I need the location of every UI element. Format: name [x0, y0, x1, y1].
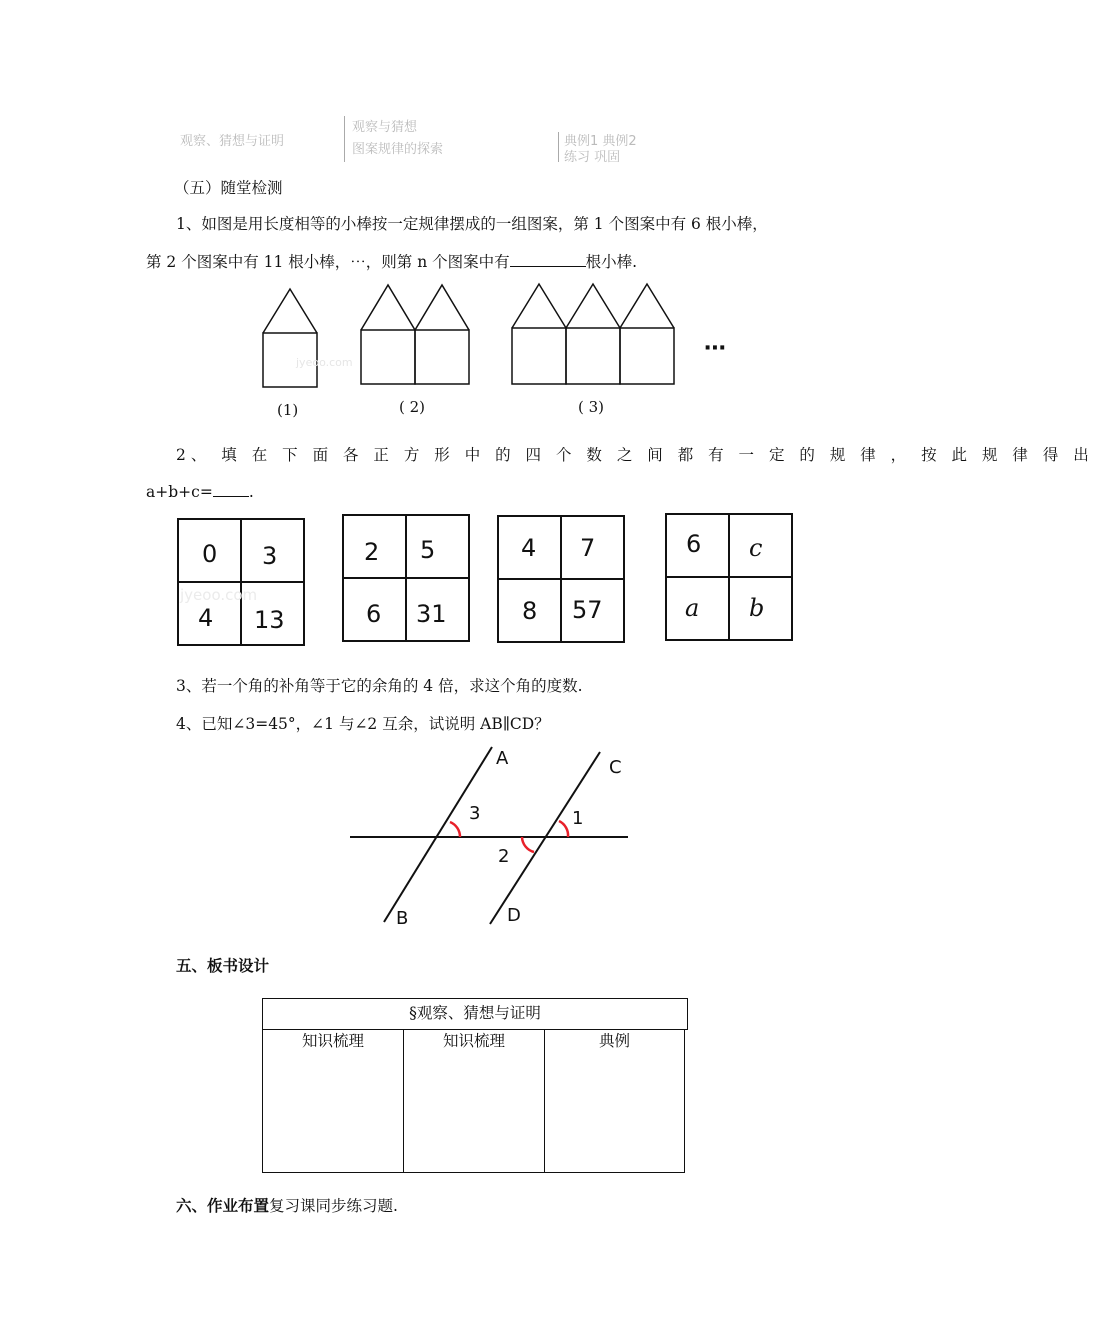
- house-3-body-c: [620, 328, 674, 384]
- board-col-3: [545, 1029, 684, 1172]
- q2-line2-post: .: [248, 483, 254, 501]
- board-table: [262, 998, 688, 1174]
- q2-line2-pre: a+b+c=: [146, 483, 213, 501]
- board-table-body: [262, 1029, 685, 1173]
- point-b-label: B: [396, 908, 409, 929]
- sq3-tr: 7: [580, 534, 596, 562]
- point-c-label: C: [609, 757, 622, 778]
- q1-watermark: jyeoo.com: [296, 356, 353, 369]
- header-fragment-left: 观察、猜想与证明: [180, 134, 285, 149]
- homework-text: 复习课同步练习题.: [269, 1197, 398, 1215]
- header-divider-right: [558, 132, 559, 162]
- house-2-body-b: [415, 330, 469, 384]
- q3-text: 3、若一个角的补角等于它的余角的 4 倍，求这个角的度数.: [176, 677, 583, 695]
- homework-line: [176, 1196, 398, 1216]
- sq1-bl: 4: [198, 604, 214, 632]
- sq3-br: 57: [572, 596, 603, 624]
- point-d-label: D: [507, 905, 521, 926]
- q1-answer-blank[interactable]: [510, 250, 586, 267]
- point-a-label: A: [496, 748, 509, 769]
- house-2-body-a: [361, 330, 415, 384]
- q2-line1: 2、 填 在 下 面 各 正 方 形 中 的 四 个 数 之 间 都 有 一 定 的 规 律 ， 按 此 规 律 得 出: [176, 446, 1094, 464]
- q1-label-2: ( 2): [399, 398, 426, 416]
- sq4-tl: 6: [686, 530, 702, 558]
- q1-line2: [146, 250, 637, 272]
- header-fragment-mid-top: 观察与猜想: [352, 120, 418, 135]
- q1-label-1: (1): [277, 401, 299, 419]
- sq4-bl: a: [685, 594, 700, 622]
- board-section-title: 五、板书设计: [176, 956, 270, 975]
- angle-1-arc: [559, 821, 568, 837]
- board-table-header-text: §观察、猜想与证明: [409, 1004, 541, 1022]
- board-col-2: [404, 1029, 545, 1172]
- board-table-header: [262, 998, 688, 1030]
- q1-line2-pre: 第 2 个图案中有 11 根小棒，⋯，则第 n 个图案中有: [146, 253, 510, 271]
- q2-line2: [146, 482, 254, 502]
- house-3-roof: [512, 284, 674, 328]
- angle-2-label: 2: [498, 846, 510, 867]
- quiz-section-title: （五）随堂检测: [174, 179, 283, 197]
- q1-house-figures: [0, 280, 950, 425]
- angle-3-label: 3: [469, 803, 481, 824]
- sq4-tr: c: [749, 534, 763, 562]
- sq1-tr: 3: [262, 542, 278, 570]
- line-ab: [384, 747, 492, 922]
- sq2-br: 31: [416, 600, 447, 628]
- sq2-tl: 2: [364, 538, 380, 566]
- house-3-body-a: [512, 328, 566, 384]
- sq3-bl: 8: [522, 597, 538, 625]
- angle-2-arc: [522, 837, 534, 852]
- q2-answer-blank[interactable]: [213, 482, 249, 497]
- header-fragment-mid-bottom: 图案规律的探索: [352, 142, 444, 157]
- sq2-bl: 6: [366, 600, 382, 628]
- sq1-br: 13: [254, 606, 285, 634]
- sq3-tl: 4: [521, 534, 537, 562]
- q1-label-3: ( 3): [578, 398, 605, 416]
- sq4-br: b: [749, 594, 765, 622]
- sq2-tr: 5: [420, 536, 436, 564]
- house-1-roof: [263, 289, 317, 333]
- sq1-tl: 0: [202, 540, 218, 568]
- board-col-3-label: 典例: [598, 1032, 630, 1050]
- house-2-roof: [361, 285, 469, 330]
- angle-1-label: 1: [572, 808, 584, 829]
- header-divider-left: [344, 116, 345, 162]
- board-col-2-label: 知识梳理: [442, 1032, 505, 1050]
- q2-number-squares: [0, 508, 950, 648]
- homework-title: 六、作业布置: [176, 1196, 270, 1215]
- q1-line2-post: 根小棒.: [585, 253, 638, 271]
- house-3-body-b: [566, 328, 620, 384]
- header-fragment-right-bottom: 练习 巩固: [564, 150, 621, 165]
- q1-ellipsis: ⋯: [704, 336, 726, 361]
- q4-parallel-lines-figure: [0, 740, 950, 940]
- q4-text: 4、已知∠3=45°，∠1 与∠2 互余，试说明 AB∥CD？: [176, 715, 550, 733]
- header-fragment-right-top: 典例1 典例2: [564, 134, 637, 149]
- board-col-1-label: 知识梳理: [301, 1032, 364, 1050]
- q1-line1: 1、如图是用长度相等的小棒按一定规律摆成的一组图案，第 1 个图案中有 6 根小棒，: [176, 215, 768, 233]
- board-col-1: [263, 1029, 404, 1172]
- q2-watermark: jyeoo.com: [180, 586, 258, 604]
- angle-3-arc: [450, 822, 460, 837]
- header-fragment: [180, 112, 720, 164]
